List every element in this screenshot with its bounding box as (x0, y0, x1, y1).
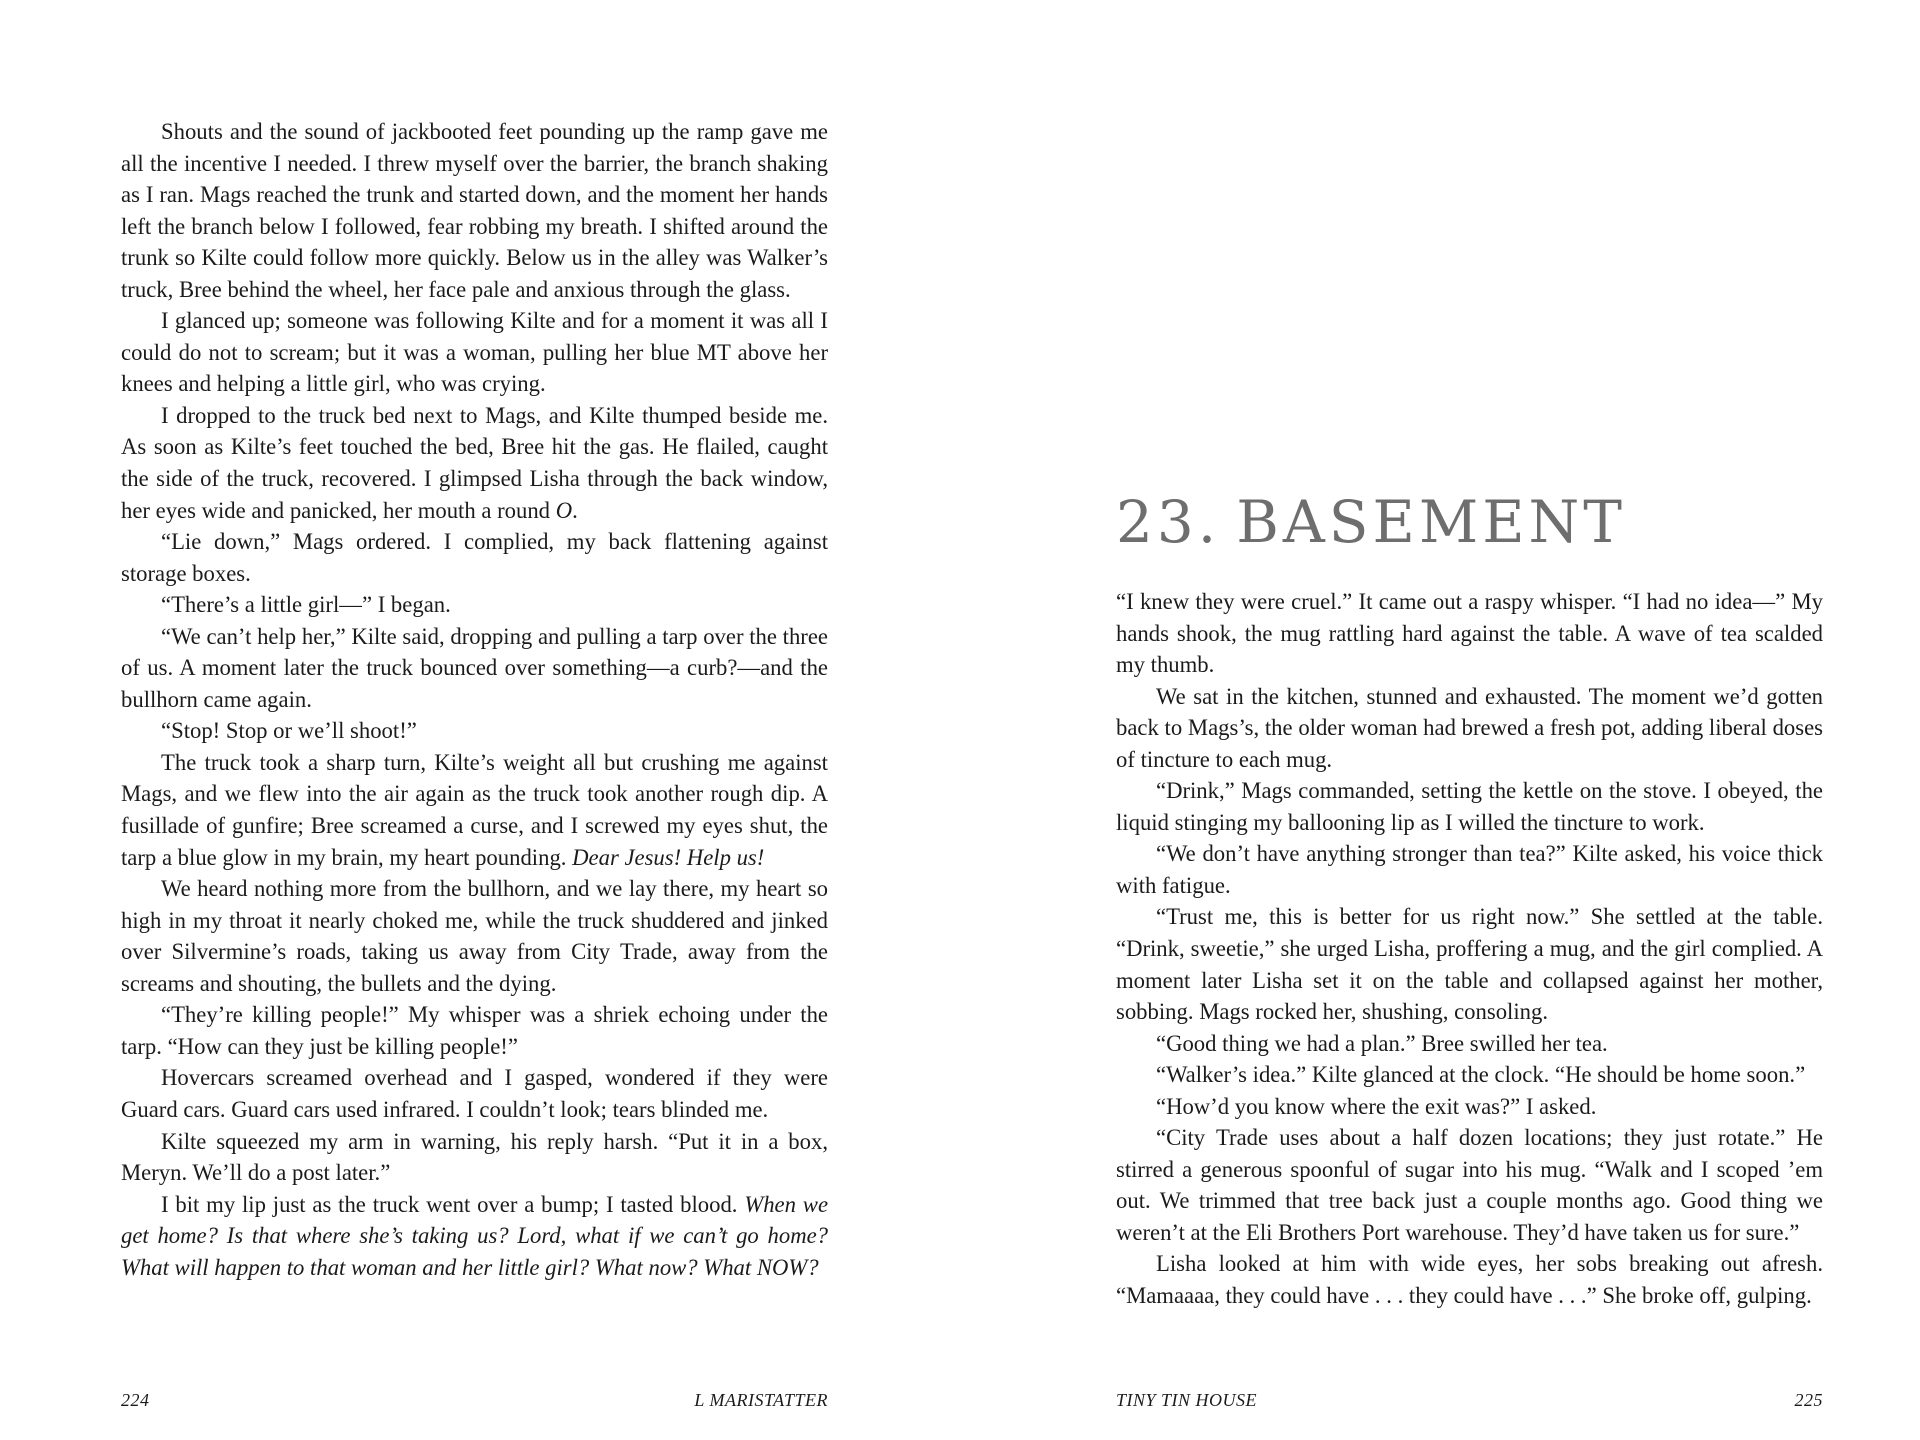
author-running-head: L MARISTATTER (694, 1390, 828, 1410)
paragraph (121, 400, 828, 526)
paragraph (121, 1189, 828, 1284)
paragraph-text: I dropped to the truck bed next to Mags, and Kilte thumped beside me. As soon as Kilte’s feet touched the bed, Bree hit the gas. He flailed, caught the side of the truck, recovered. I glimpsed Lisha through the back window, her eyes wide and panicked, her mouth a round (121, 402, 828, 523)
paragraph (121, 747, 828, 873)
paragraph (121, 873, 828, 999)
paragraph (1116, 681, 1823, 776)
right-body-text (1116, 586, 1823, 1312)
paragraph (121, 116, 828, 305)
paragraph-text: Lisha looked at him with wide eyes, her sobs breaking out afresh. “Mamaaaa, they could have . . . they could have . . .” She broke off, gulping. (1116, 1251, 1823, 1309)
book-title-running-head: TINY TIN HOUSE (1116, 1390, 1258, 1410)
paragraph-text: I bit my lip just as the truck went over a bump; I tasted blood. (161, 1191, 745, 1217)
paragraph-text: I glanced up; someone was following Kilte and for a moment it was all I could do not to scream; but it was a woman, pulling her blue MT above her knees and helping a little girl, who was crying. (121, 308, 828, 397)
left-body-text (121, 116, 828, 1283)
paragraph (121, 715, 828, 747)
paragraph-text: “Trust me, this is better for us right now.” She settled at the table. “Drink, sweetie,” she urged Lisha, proffering a mug, and the girl complied. A moment later Lisha set it on the table and collapsed against her mother, sobbing. Mags rocked her, shushing, consoling. (1116, 904, 1823, 1025)
paragraph-text: “We can’t help her,” Kilte said, dropping and pulling a tarp over the three of us. A moment later the truck bounced over something—a curb?—and the bullhorn came again. (121, 623, 828, 712)
paragraph (1116, 1028, 1823, 1060)
paragraph-text: . (572, 497, 578, 523)
paragraph-text: The truck took a sharp turn, Kilte’s weight all but crushing me against Mags, and we flew into the air again as the truck took another rough dip. A fusillade of gunfire; Bree screamed a curse, and I screwed my eyes shut, the tarp a blue glow in my brain, my heart pounding. (121, 749, 828, 870)
paragraph-text: We heard nothing more from the bullhorn, and we lay there, my heart so high in my throat it nearly choked me, while the truck shuddered and jinked over Silvermine’s roads, taking us away from City Trade, away from the screams and shouting, the bullets and the dying. (121, 876, 828, 996)
paragraph (1116, 838, 1823, 901)
paragraph (1116, 901, 1823, 1027)
paragraph-text: “We don’t have anything stronger than tea?” Kilte asked, his voice thick with fatigue. (1116, 841, 1823, 898)
paragraph (121, 999, 828, 1062)
paragraph-text: We sat in the kitchen, stunned and exhausted. The moment we’d gotten back to Mags’s, the older woman had brewed a fresh pot, adding liberal doses of tincture to each mug. (1116, 683, 1823, 772)
paragraph-text: “How’d you know where the exit was?” I asked. (1156, 1093, 1597, 1119)
paragraph-text: “City Trade uses about a half dozen locations; they just rotate.” He stirred a generous spoonful of sugar into his mug. “Walk and I scoped ’em out. We trimmed that tree back just a couple months ago. Good thing we weren’t at the Eli Brothers Port warehouse. They’d have taken us for sure.” (1116, 1125, 1823, 1245)
paragraph-text: Hovercars screamed overhead and I gasped, wondered if they were Guard cars. Guard cars used infrared. I couldn’t look; tears blinded me. (121, 1065, 828, 1122)
paragraph-text: “Stop! Stop or we’ll shoot!” (161, 718, 417, 744)
paragraph-text: “Lie down,” Mags ordered. I complied, my back flattening against storage boxes. (121, 529, 828, 586)
paragraph (121, 1126, 828, 1189)
paragraph-text: Kilte squeezed my arm in warning, his reply harsh. “Put it in a box, Meryn. We’ll do a post later.” (121, 1128, 828, 1186)
paragraph (121, 526, 828, 589)
paragraph-text: “They’re killing people!” My whisper was a shriek echoing under the tarp. “How can they just be killing people!” (121, 1002, 828, 1059)
paragraph (121, 621, 828, 716)
italic-text: When we get home? Is that where she’s taking us? Lord, what if we can’t go home? What will happen to that woman and her little girl? What now? What NOW? (121, 1191, 829, 1280)
page-number-right: 225 (1794, 1390, 1823, 1410)
right-page (960, 0, 1920, 1440)
paragraph-text: Shouts and the sound of jackbooted feet pounding up the ramp gave me all the incentive I needed. I threw myself over the barrier, the branch shaking as I ran. Mags reached the trunk and started down, and the moment her hands left the branch below I followed, fear robbing my breath. I shifted around the trunk so Kilte could follow more quickly. Below us in the alley was Walker’s truck, Bree behind the wheel, her face pale and anxious through the glass. (121, 119, 828, 302)
paragraph (1116, 1248, 1823, 1311)
paragraph (1116, 586, 1823, 681)
chapter-heading (1116, 488, 1626, 556)
paragraph-text: “Walker’s idea.” Kilte glanced at the clock. “He should be home soon.” (1156, 1062, 1806, 1088)
paragraph (1116, 1122, 1823, 1248)
italic-text: O (555, 497, 573, 523)
paragraph-text: “Drink,” Mags commanded, setting the kettle on the stove. I obeyed, the liquid stinging my ballooning lip as I willed the tincture to work. (1116, 778, 1823, 835)
paragraph (1116, 1059, 1823, 1091)
paragraph-text: “There’s a little girl—” I began. (161, 592, 451, 618)
page-number-left: 224 (121, 1390, 150, 1410)
paragraph (121, 305, 828, 400)
chapter-number: 23. (1116, 488, 1221, 556)
paragraph (121, 589, 828, 621)
paragraph (1116, 1091, 1823, 1123)
paragraph (1116, 775, 1823, 838)
chapter-title: BASEMENT (1236, 488, 1626, 556)
paragraph-text: “Good thing we had a plan.” Bree swilled her tea. (1156, 1030, 1608, 1056)
paragraph-text: “I knew they were cruel.” It came out a raspy whisper. “I had no idea—” My hands shook, the mug rattling hard against the table. A wave of tea scalded my thumb. (1116, 589, 1823, 678)
italic-text: Dear Jesus! Help us! (572, 844, 765, 870)
paragraph (121, 1062, 828, 1125)
